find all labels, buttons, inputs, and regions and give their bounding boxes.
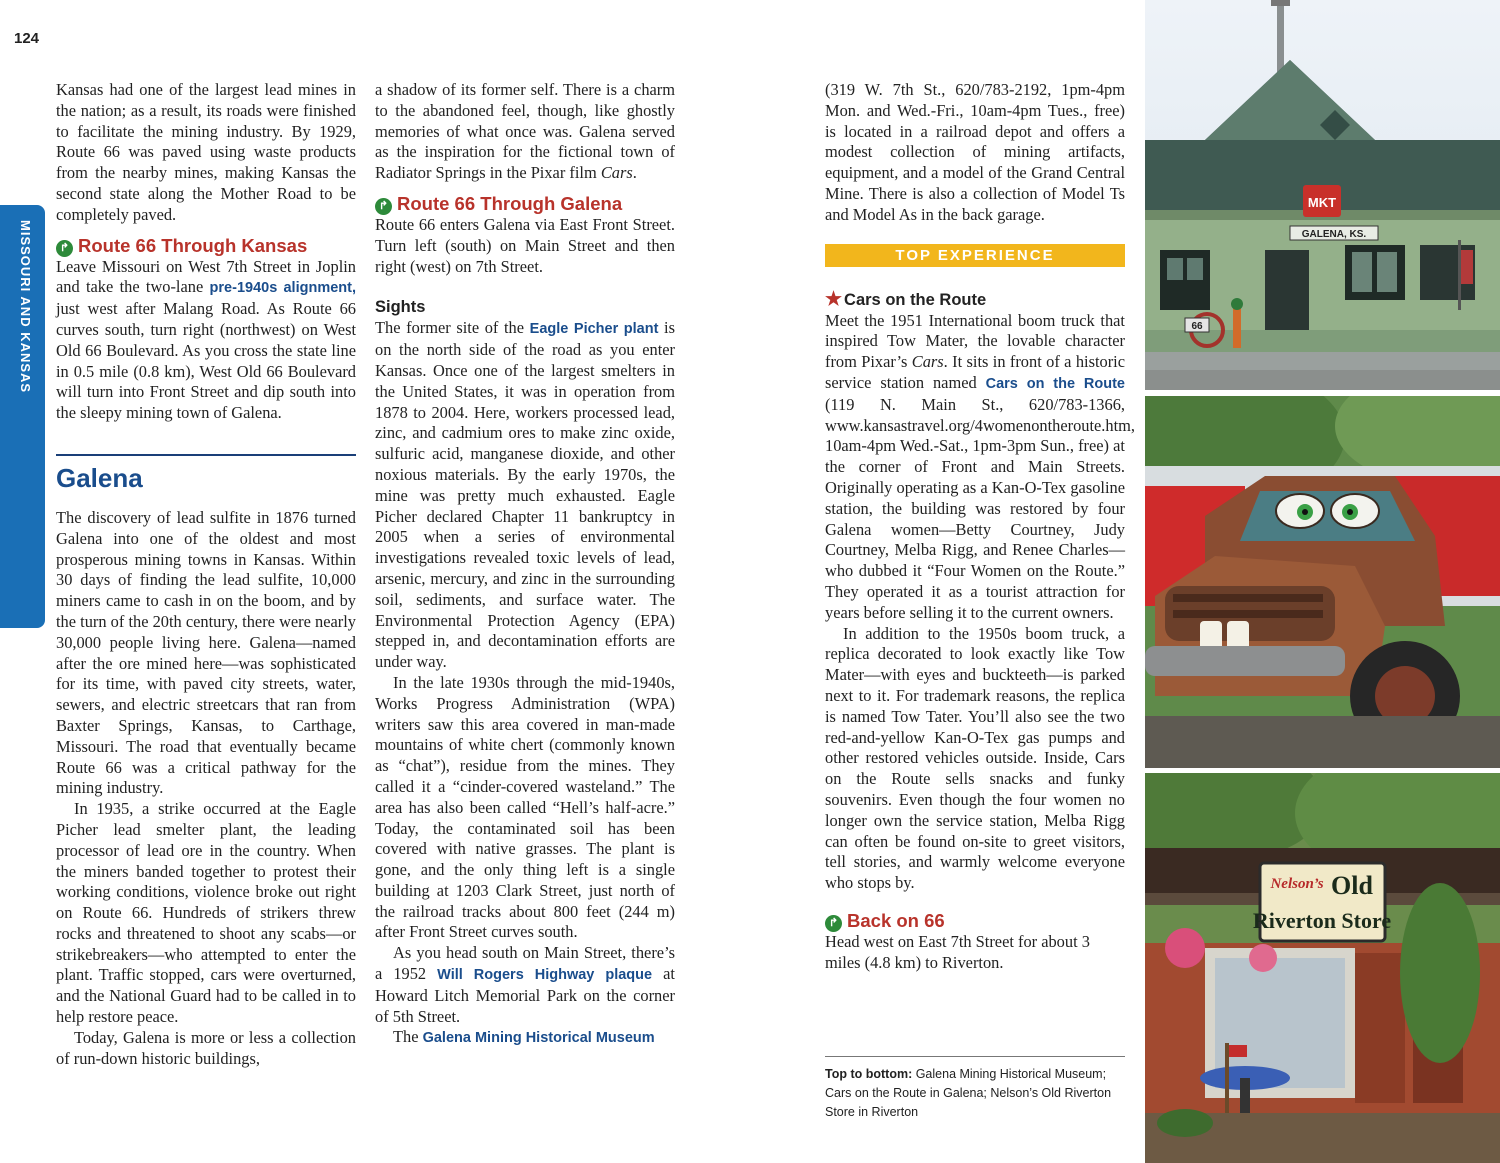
route-text-b: just west after Malang Road. As Route 66 curves south, turn right (northwest) on West Old 66 Boulevard. As you cross the state line in 0.5 mile (0.8 km), West Old 66 Boulevard will turn into Front Street and dip south into the sleepy mining town of Galena. [56, 299, 356, 423]
store-illustration [1145, 773, 1500, 1163]
photo-riverton-store [1145, 773, 1500, 1163]
plaque-text-a: As you head south on Main Street, there’s a 1952 [375, 943, 675, 984]
galena-paragraph-continued [375, 80, 675, 184]
cars-text-c: (119 N. Main St., 620/783-1366, www.kansastravel.org/4womenontheroute.htm, 10am-4pm Wed.-Sat., 1pm-3pm Sun., free) at the corner of Front and Main Streets. Originally operating as a Kan-O-Tex gasoline station, the building was restored by four Galena women—Betty Courtney, Judy Courtney, Melba Rigg, and Renee Charles—who dubbed it “Four Women on the Route.” They operated it as a tourist attraction for years before selling it to the current owners. [825, 394, 1135, 622]
route-text-a: Leave Missouri on West 7th Street in Joplin and take the two-lane [56, 256, 356, 297]
route-66-shield: 66 [1191, 321, 1203, 332]
top-experience-band: TOP EXPERIENCE [825, 244, 1125, 267]
museum-text-a: The [393, 1027, 423, 1047]
sights-text-b: is on the north side of the road as you enter Kansas. Once one of the largest smelters in the United States, it was in operation from 1878 to 2004. Here, workers processed lead, zinc, and cadmium ores to make zinc oxide, sulfuric acid, manganese dioxide, and other noxious materials. By the early 1970s, the mine was pretty much exhausted. Eagle Picher declared Chapter 11 bankruptcy in 2005 when a series of environmental investigations revealed toxic levels of lead, arsenic, mercury, and zinc in the surrounding soil, sediments, and surface water. The Environmental Protection Agency (EPA) stepped in, and decontamination efforts are under way. [375, 318, 675, 672]
galena-paragraph-2: In 1935, a strike occurred at the Eagle Picher lead smelter plant, the leading processor of lead ore in the country. When the miners banded together to protest their working conditions, violence broke out right on Route 66. Hundreds of strikers threw rocks and threatened to shoot any scabs—or strikebreakers—who attempted to enter the plant. Traffic stopped, cars were overturned, and the National Guard had to be called in to help restore peace. [56, 799, 356, 1027]
caption-text: Galena Mining Historical Museum; Cars on the Route in Galena; Nelson’s Old Riverton Store in Riverton [825, 1067, 1112, 1119]
depot-sign: GALENA, KS. [1301, 229, 1367, 240]
cars-paragraph-1 [825, 310, 1135, 624]
will-rogers-plaque-link[interactable]: Will Rogers Highway plaque [437, 967, 653, 984]
star-icon: ★ [825, 288, 843, 310]
page-number: 124 [14, 30, 40, 47]
galena-paragraph-3: Today, Galena is more or less a collection of run-down historic buildings, [56, 1027, 356, 1068]
back-on-66-heading [825, 910, 1125, 932]
route-galena-heading [375, 193, 675, 215]
sights-heading: Sights [375, 298, 426, 317]
route-galena-heading-text: Route 66 Through Galena [397, 192, 623, 214]
cars-text-b: . It sits in front of a historic service station named [825, 352, 1125, 392]
cars-on-route-heading-text: Cars on the Route [844, 290, 987, 309]
photo-tow-mater [1145, 396, 1500, 768]
column-2 [375, 80, 675, 1049]
route-marker-icon: ↱ [375, 198, 392, 215]
cars-on-route-heading [825, 289, 1125, 311]
route-kansas-paragraph [56, 257, 356, 424]
sights-paragraph-2: In the late 1930s through the mid-1940s, Works Progress Administration (WPA) writers saw this area covered in man-made mountains of white chert (commonly known as “chat”), residue from the mines. They called it a “cinder-covered wasteland.” The area has also been called “Hell’s half-acre.” Today, the contaminated soil has been covered with native grasses. The plant is gone, and the only thing left is a single building at 1203 Clark Street, just north of the railroad tracks about 800 feet (244 m) after Front Street curves south. [375, 672, 675, 942]
cars-text-a: Meet the 1951 International boom truck that inspired Tow Mater, the lovable character from Pixar’s [825, 310, 1125, 372]
galena-paragraph-1: The discovery of lead sulfite in 1876 turned Galena into one of the oldest and most prosperous mining towns in Kansas. Within 30 days of finding the lead sulfite, 10,000 miners came to cash in on the boom, and by the turn of the 20th century, there were nearly 30,000 people living here. Galena—named after the ore mined here—was sophisticated for its time, with paved city streets, water, sewers, and electric streetcars that ran from Baxter Springs, Kansas, to Carthage, Missouri. The road that eventually became Route 66 was a critical pathway for the mining industry. [56, 507, 356, 798]
plaque-text-b: at Howard Litch Memorial Park on the corner of 5th Street. [375, 964, 675, 1026]
column-3 [825, 80, 1135, 973]
intro-paragraph: Kansas had one of the largest lead mines in the nation; as a result, its roads were finished to facilitate the mining industry. By 1929, Route 66 was paved using waste products from the nearby mines, making Kansas the second state along the Mother Road to be completely paved. [56, 80, 356, 224]
continued-text-b: . [632, 163, 637, 183]
cars-on-route-link[interactable]: Cars on the Route [985, 375, 1125, 392]
museum-details-paragraph: (319 W. 7th St., 620/783-2192, 1pm-4pm Mon. and Wed.-Fri., 10am-4pm Tues., free) is located in a railroad depot and offers a modest collection of mining artifacts, equipment, and a model of the Grand Central Mine. There is also a collection of Model Ts and Model As in the back garage. [825, 80, 1125, 224]
caption-label: Top to bottom: [825, 1067, 913, 1081]
photo-galena-depot [1145, 0, 1500, 390]
photo-caption [825, 1056, 1125, 1122]
mkt-logo-text: MKT [1307, 195, 1337, 210]
store-sign-top: Nelson’s [1270, 876, 1324, 892]
sights-text-a: The former site of the [375, 318, 530, 338]
eagle-picher-link[interactable]: Eagle Picher plant [529, 321, 659, 338]
depot-illustration [1145, 0, 1500, 390]
tow-truck-illustration [1145, 396, 1500, 768]
route-galena-paragraph: Route 66 enters Galena via East Front Street. Turn left (south) on Main Street and then right (west) on 7th Street. [375, 214, 675, 276]
route-kansas-heading [56, 235, 356, 257]
route-marker-icon: ↱ [825, 915, 842, 932]
sights-paragraph-1 [375, 318, 675, 673]
mining-museum-link[interactable]: Galena Mining Historical Museum [422, 1030, 655, 1047]
store-sign-old: Old [1331, 871, 1373, 900]
cars-film-title: Cars [600, 163, 633, 183]
cars-film-title-2: Cars [911, 352, 944, 372]
route-kansas-heading-text: Route 66 Through Kansas [78, 234, 308, 256]
store-sign-name: Riverton Store [1252, 908, 1392, 933]
route-marker-icon: ↱ [56, 240, 73, 257]
back-on-66-heading-text: Back on 66 [847, 909, 945, 931]
galena-section-title: Galena [56, 454, 356, 493]
back-on-66-paragraph: Head west on East 7th Street for about 3 miles (4.8 km) to Riverton. [825, 931, 1090, 972]
side-tab-label: MISSOURI AND KANSAS [18, 220, 33, 394]
pre-1940s-alignment-link[interactable]: pre-1940s alignment, [209, 280, 356, 297]
cars-paragraph-2: In addition to the 1950s boom truck, a replica decorated to look exactly like Tow Mater—with eyes and buckteeth—is parked next to it. For trademark reasons, the replica is named Tow Tater. You’ll also see the two red-and-yellow Kan-O-Tex gas pumps and other restored vehicles outside. Inside, Cars on the Route sells snacks and funky souvenirs. Even though the four women no longer own the service station, Melba Rigg can often be found on-site to greet visitors, tell stories, and warmly welcome everyone who stops by. [825, 623, 1125, 893]
column-1 [56, 80, 356, 1069]
sights-paragraph-3 [375, 943, 675, 1027]
continued-text-a: a shadow of its former self. There is a charm to the abandoned feel, though, like ghostly memories of what once was. Galena served as the inspiration for the fictional town of Radiator Springs in the Pixar film [375, 80, 675, 183]
sights-paragraph-4 [375, 1027, 675, 1049]
